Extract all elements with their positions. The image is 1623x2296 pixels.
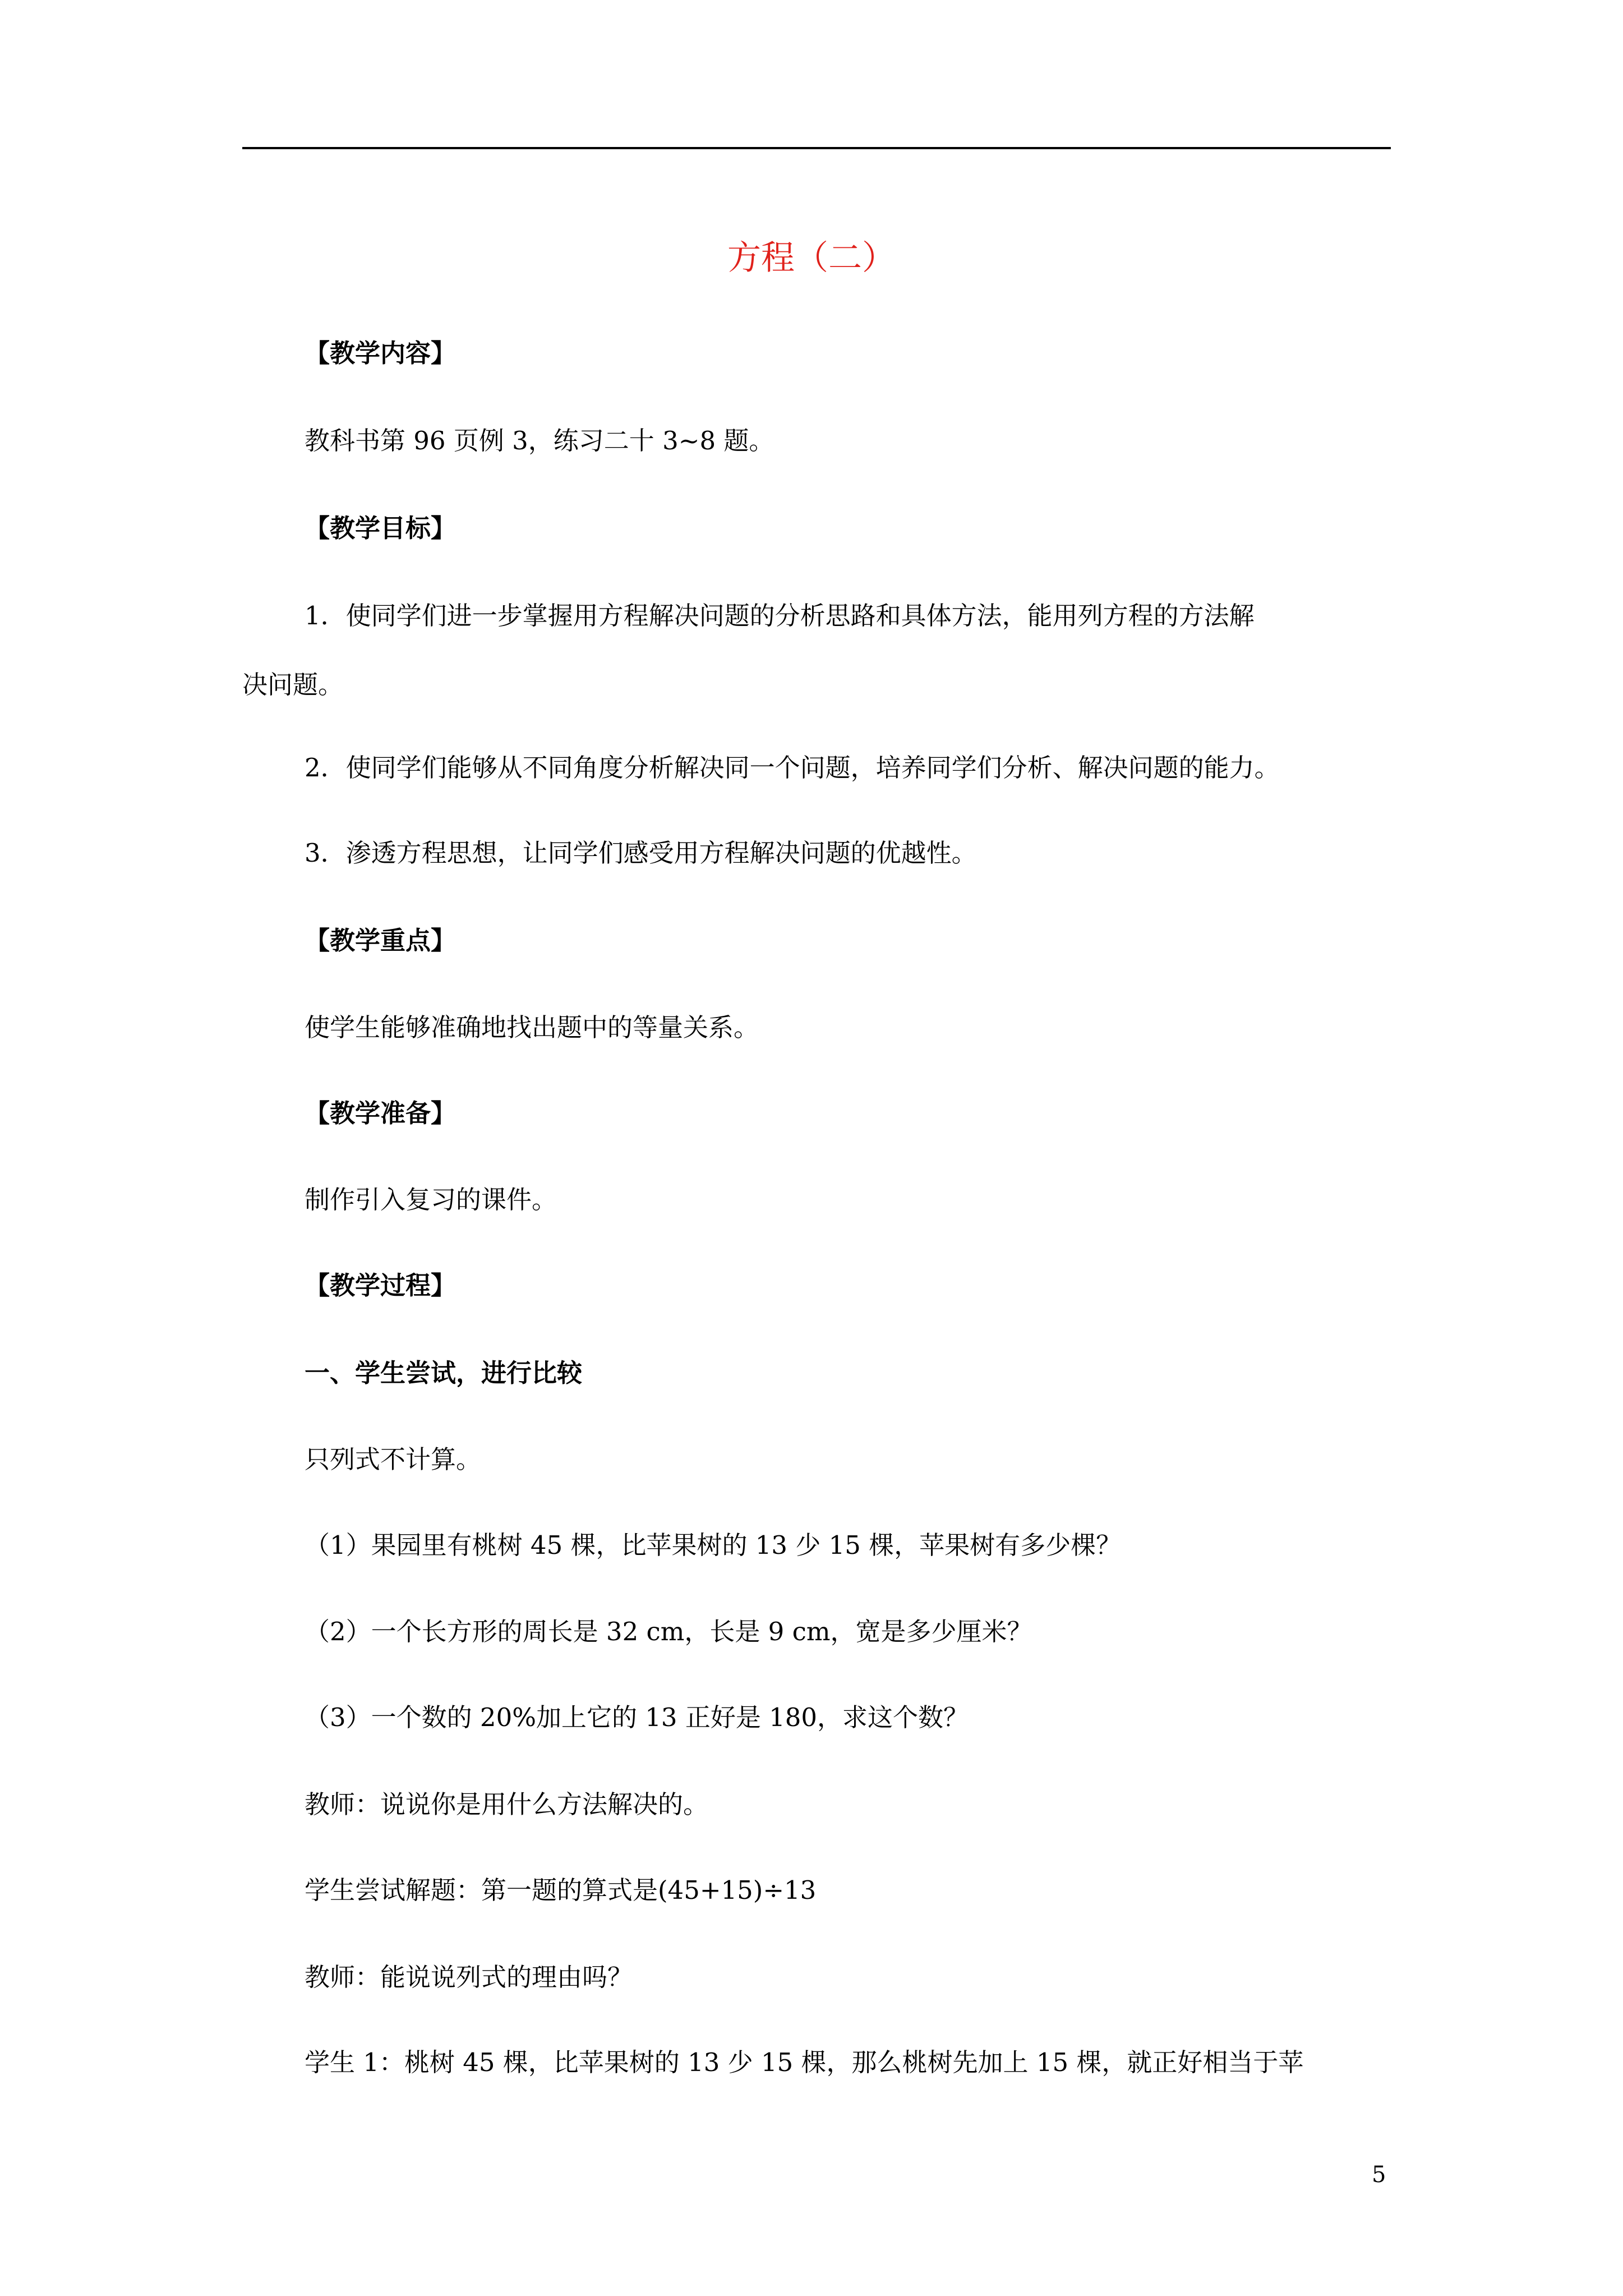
page-title: 方程（二）: [727, 238, 896, 278]
teacher-line-1: 教师：说说你是用什么方法解决的。: [305, 1789, 709, 1819]
heading-teaching-focus: 【教学重点】: [305, 926, 457, 955]
heading-teaching-goals: 【教学目标】: [305, 513, 457, 543]
page-number: 5: [1372, 2162, 1386, 2188]
subheading-student-attempt: 一、学生尝试，进行比较: [305, 1358, 583, 1388]
problem-item-2: （2）一个长方形的周长是 32 cm，长是 9 cm，宽是多少厘米？: [305, 1617, 1032, 1646]
problem-item-1: （1）果园里有桃树 45 棵，比苹果树的 13 少 15 棵，苹果树有多少棵？: [305, 1530, 1122, 1560]
heading-teaching-process: 【教学过程】: [305, 1271, 457, 1300]
goal-item-3: 3．渗透方程思想，让同学们感受用方程解决问题的优越性。: [305, 838, 977, 868]
paragraph-teaching-preparation: 制作引入复习的课件。: [305, 1185, 557, 1214]
goal-item-1: 1．使同学们进一步掌握用方程解决问题的分析思路和具体方法，能用列方程的方法解: [305, 601, 1255, 631]
heading-teaching-preparation: 【教学准备】: [305, 1098, 457, 1128]
heading-teaching-content: 【教学内容】: [305, 338, 457, 368]
student-1-line: 学生 1：桃树 45 棵，比苹果树的 13 少 15 棵，那么桃树先加上 15 棵，就正好相当于苹: [305, 2047, 1304, 2077]
goal-item-1-continued: 决问题。: [242, 670, 344, 700]
paragraph-teaching-focus: 使学生能够准确地找出题中的等量关系。: [305, 1013, 759, 1042]
paragraph-teaching-content: 教科书第 96 页例 3，练习二十 3~8 题。: [305, 426, 774, 455]
goal-item-2: 2．使同学们能够从不同角度分析解决同一个问题，培养同学们分析、解决问题的能力。: [305, 753, 1280, 783]
problem-item-3: （3）一个数的 20%加上它的 13 正好是 180，求这个数？: [305, 1703, 969, 1732]
header-rule: [242, 147, 1391, 149]
teacher-line-2: 教师：能说说列式的理由吗？: [305, 1962, 633, 1992]
paragraph-instruction: 只列式不计算。: [305, 1444, 482, 1474]
student-attempt-line: 学生尝试解题：第一题的算式是(45+15)÷13: [305, 1875, 817, 1905]
